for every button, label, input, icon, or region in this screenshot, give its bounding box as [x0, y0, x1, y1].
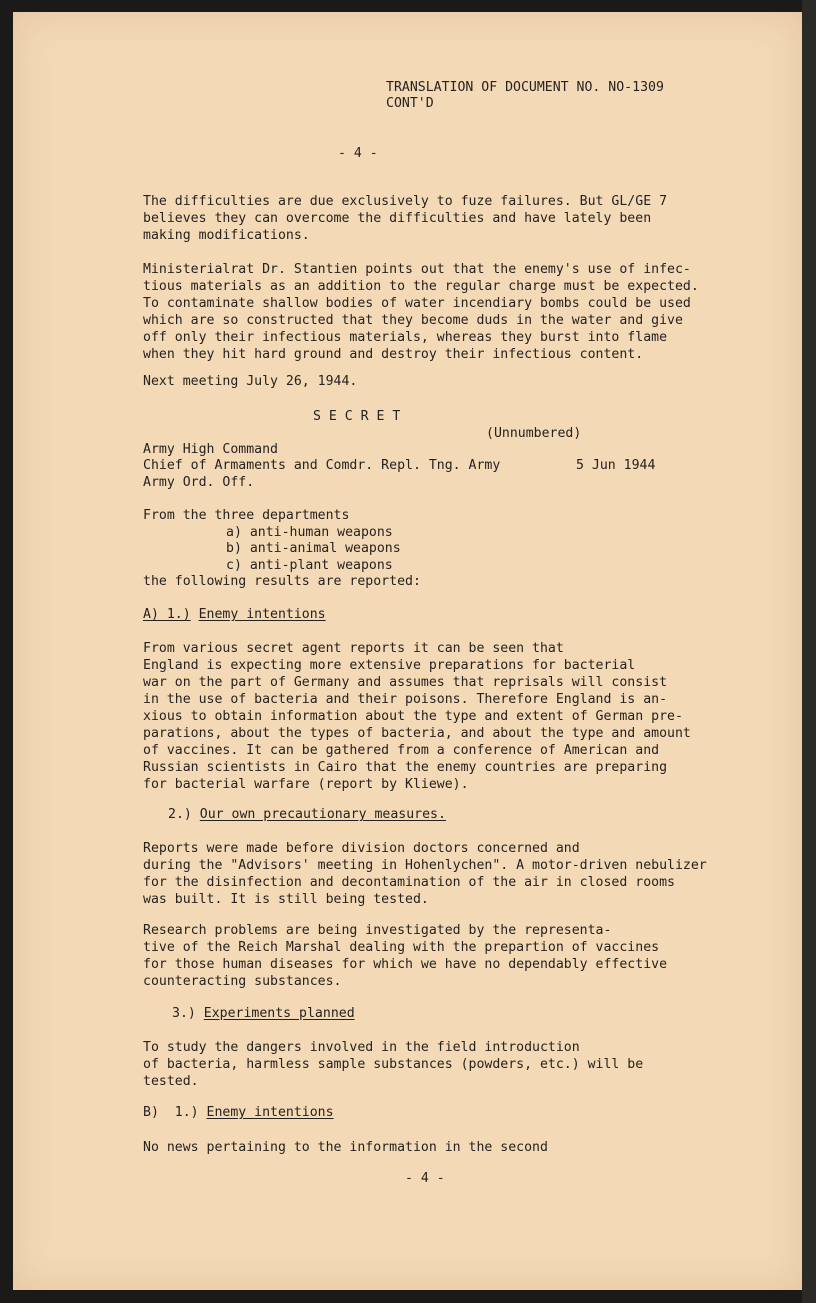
header-contd: CONT'D	[386, 96, 434, 111]
paragraph-fuze-failures: The difficulties are due exclusively to fuze failures. But GL/GE 7 believes they can overcome the difficulties and have lately been making modifications.	[143, 194, 668, 243]
section-a1-heading	[143, 606, 326, 623]
department-c: c) anti-plant weapons	[226, 558, 393, 573]
section-a2-heading	[168, 806, 446, 823]
section-b1-heading	[143, 1104, 334, 1121]
departments-outro: the following results are reported:	[143, 574, 421, 589]
sender-line2: Chief of Armaments and Comdr. Repl. Tng. Army	[143, 458, 501, 473]
header-title: TRANSLATION OF DOCUMENT NO. NO-1309	[386, 80, 664, 95]
unnumbered-label: (Unnumbered)	[486, 426, 582, 441]
paragraph-stantien: Ministerialrat Dr. Stantien points out that the enemy's use of infec- tious materials as an addition to the regular charge must be expected. To contaminate shallow bodies of water incendiary bombs could be used which are so constructed that they become duds in the water and give off only their infectious materials, whereas they burst into flame when they hit hard ground and destroy their infectious content.	[143, 262, 699, 362]
section-b1-prefix: B) 1.)	[143, 1105, 199, 1120]
page-number-top: - 4 -	[338, 146, 378, 161]
scan-edge	[802, 0, 816, 1303]
departments-intro: From the three departments	[143, 508, 350, 523]
sender-line1: Army High Command	[143, 442, 278, 457]
section-a2-title: Our own precautionary measures.	[199, 807, 446, 822]
section-a3-title: Experiments planned	[203, 1006, 355, 1021]
section-a1-prefix: A) 1.)	[143, 607, 191, 622]
document-date: 5 Jun 1944	[576, 458, 656, 473]
department-a: a) anti-human weapons	[226, 525, 393, 540]
page-number-bottom: - 4 -	[405, 1171, 445, 1186]
next-meeting: Next meeting July 26, 1944.	[143, 374, 358, 389]
section-a3-body: To study the dangers involved in the field introduction of bacteria, harmless sample substances (powders, etc.) will be tested.	[143, 1040, 644, 1089]
section-a1-title: Enemy intentions	[198, 607, 326, 622]
section-b1-title: Enemy intentions	[206, 1105, 334, 1120]
section-a3-heading	[172, 1005, 355, 1022]
section-a2-body-1: Reports were made before division doctors concerned and during the "Advisors' meeting in Hohenlychen". A motor-driven nebulizer for the disinfection and decontamination of the air in closed rooms was built. It is still being tested.	[143, 841, 707, 907]
sender-line3: Army Ord. Off.	[143, 475, 255, 490]
section-a2-prefix: 2.)	[168, 807, 192, 822]
department-b: b) anti-animal weapons	[226, 541, 401, 556]
section-a2-body-2: Research problems are being investigated by the representa- tive of the Reich Marshal dealing with the prepartion of vaccines for those human diseases for which we have no dependably effective counteracting substances.	[143, 923, 668, 989]
section-a3-prefix: 3.)	[172, 1006, 196, 1021]
section-b1-body: No news pertaining to the information in the second	[143, 1140, 548, 1155]
section-a1-body: From various secret agent reports it can be seen that England is expecting more extensive preparations for bacterial war on the part of Germany and assumes that reprisals will consist in the use of bacteria and their poisons. Therefore England is an- xious to obtain information about the type and extent of German pre- parations, about the types of bacteria, and about the type and amount of vaccines. It can be gathered from a conference of American and Russian scientists in Cairo that the enemy countries are preparing for bacterial warfare (report by Kliewe).	[143, 641, 691, 792]
secret-heading: S E C R E T	[313, 409, 401, 424]
